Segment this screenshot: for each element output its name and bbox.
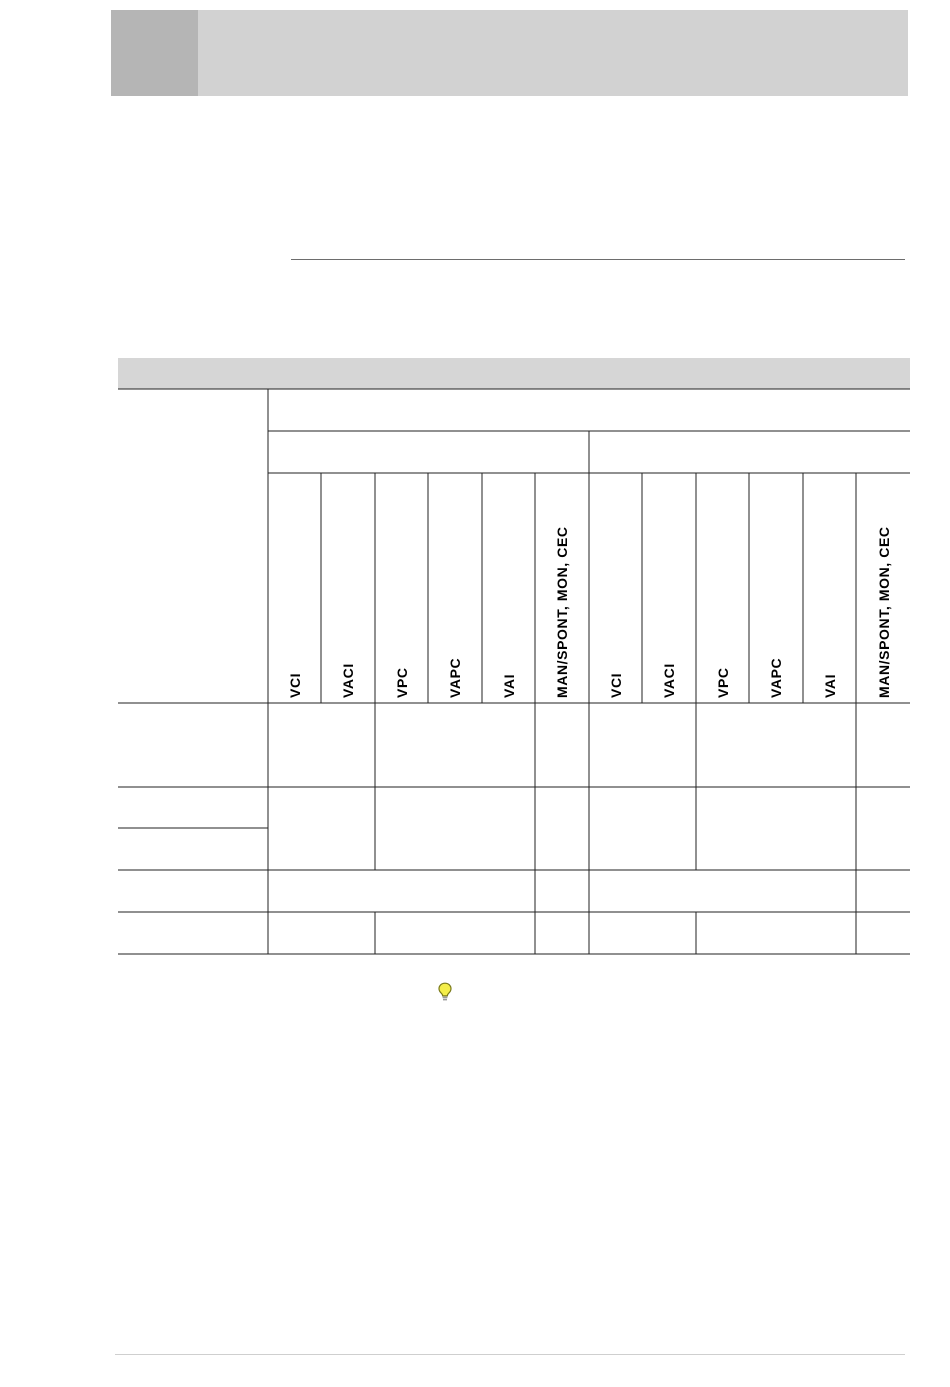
col-header-vapc-2: VAPC xyxy=(768,657,784,698)
col-header-vai-1: VAI xyxy=(501,673,517,698)
col-header-vapc-1: VAPC xyxy=(447,657,463,698)
col-header-vaci-2: VACI xyxy=(661,663,677,698)
col-header-vai-2: VAI xyxy=(822,673,838,698)
col-header-vpc-1: VPC xyxy=(394,667,410,698)
col-header-vaci-1: VACI xyxy=(340,663,356,698)
col-header-vci-2: VCI xyxy=(608,672,624,698)
col-header-vci-1: VCI xyxy=(287,672,303,698)
col-header-man-spont-1: MAN/SPONT, MON, CEC xyxy=(554,526,570,698)
lightbulb-icon xyxy=(437,982,453,1002)
footer-rule xyxy=(115,1354,905,1355)
col-header-man-spont-2: MAN/SPONT, MON, CEC xyxy=(876,526,892,698)
col-header-vpc-2: VPC xyxy=(715,667,731,698)
